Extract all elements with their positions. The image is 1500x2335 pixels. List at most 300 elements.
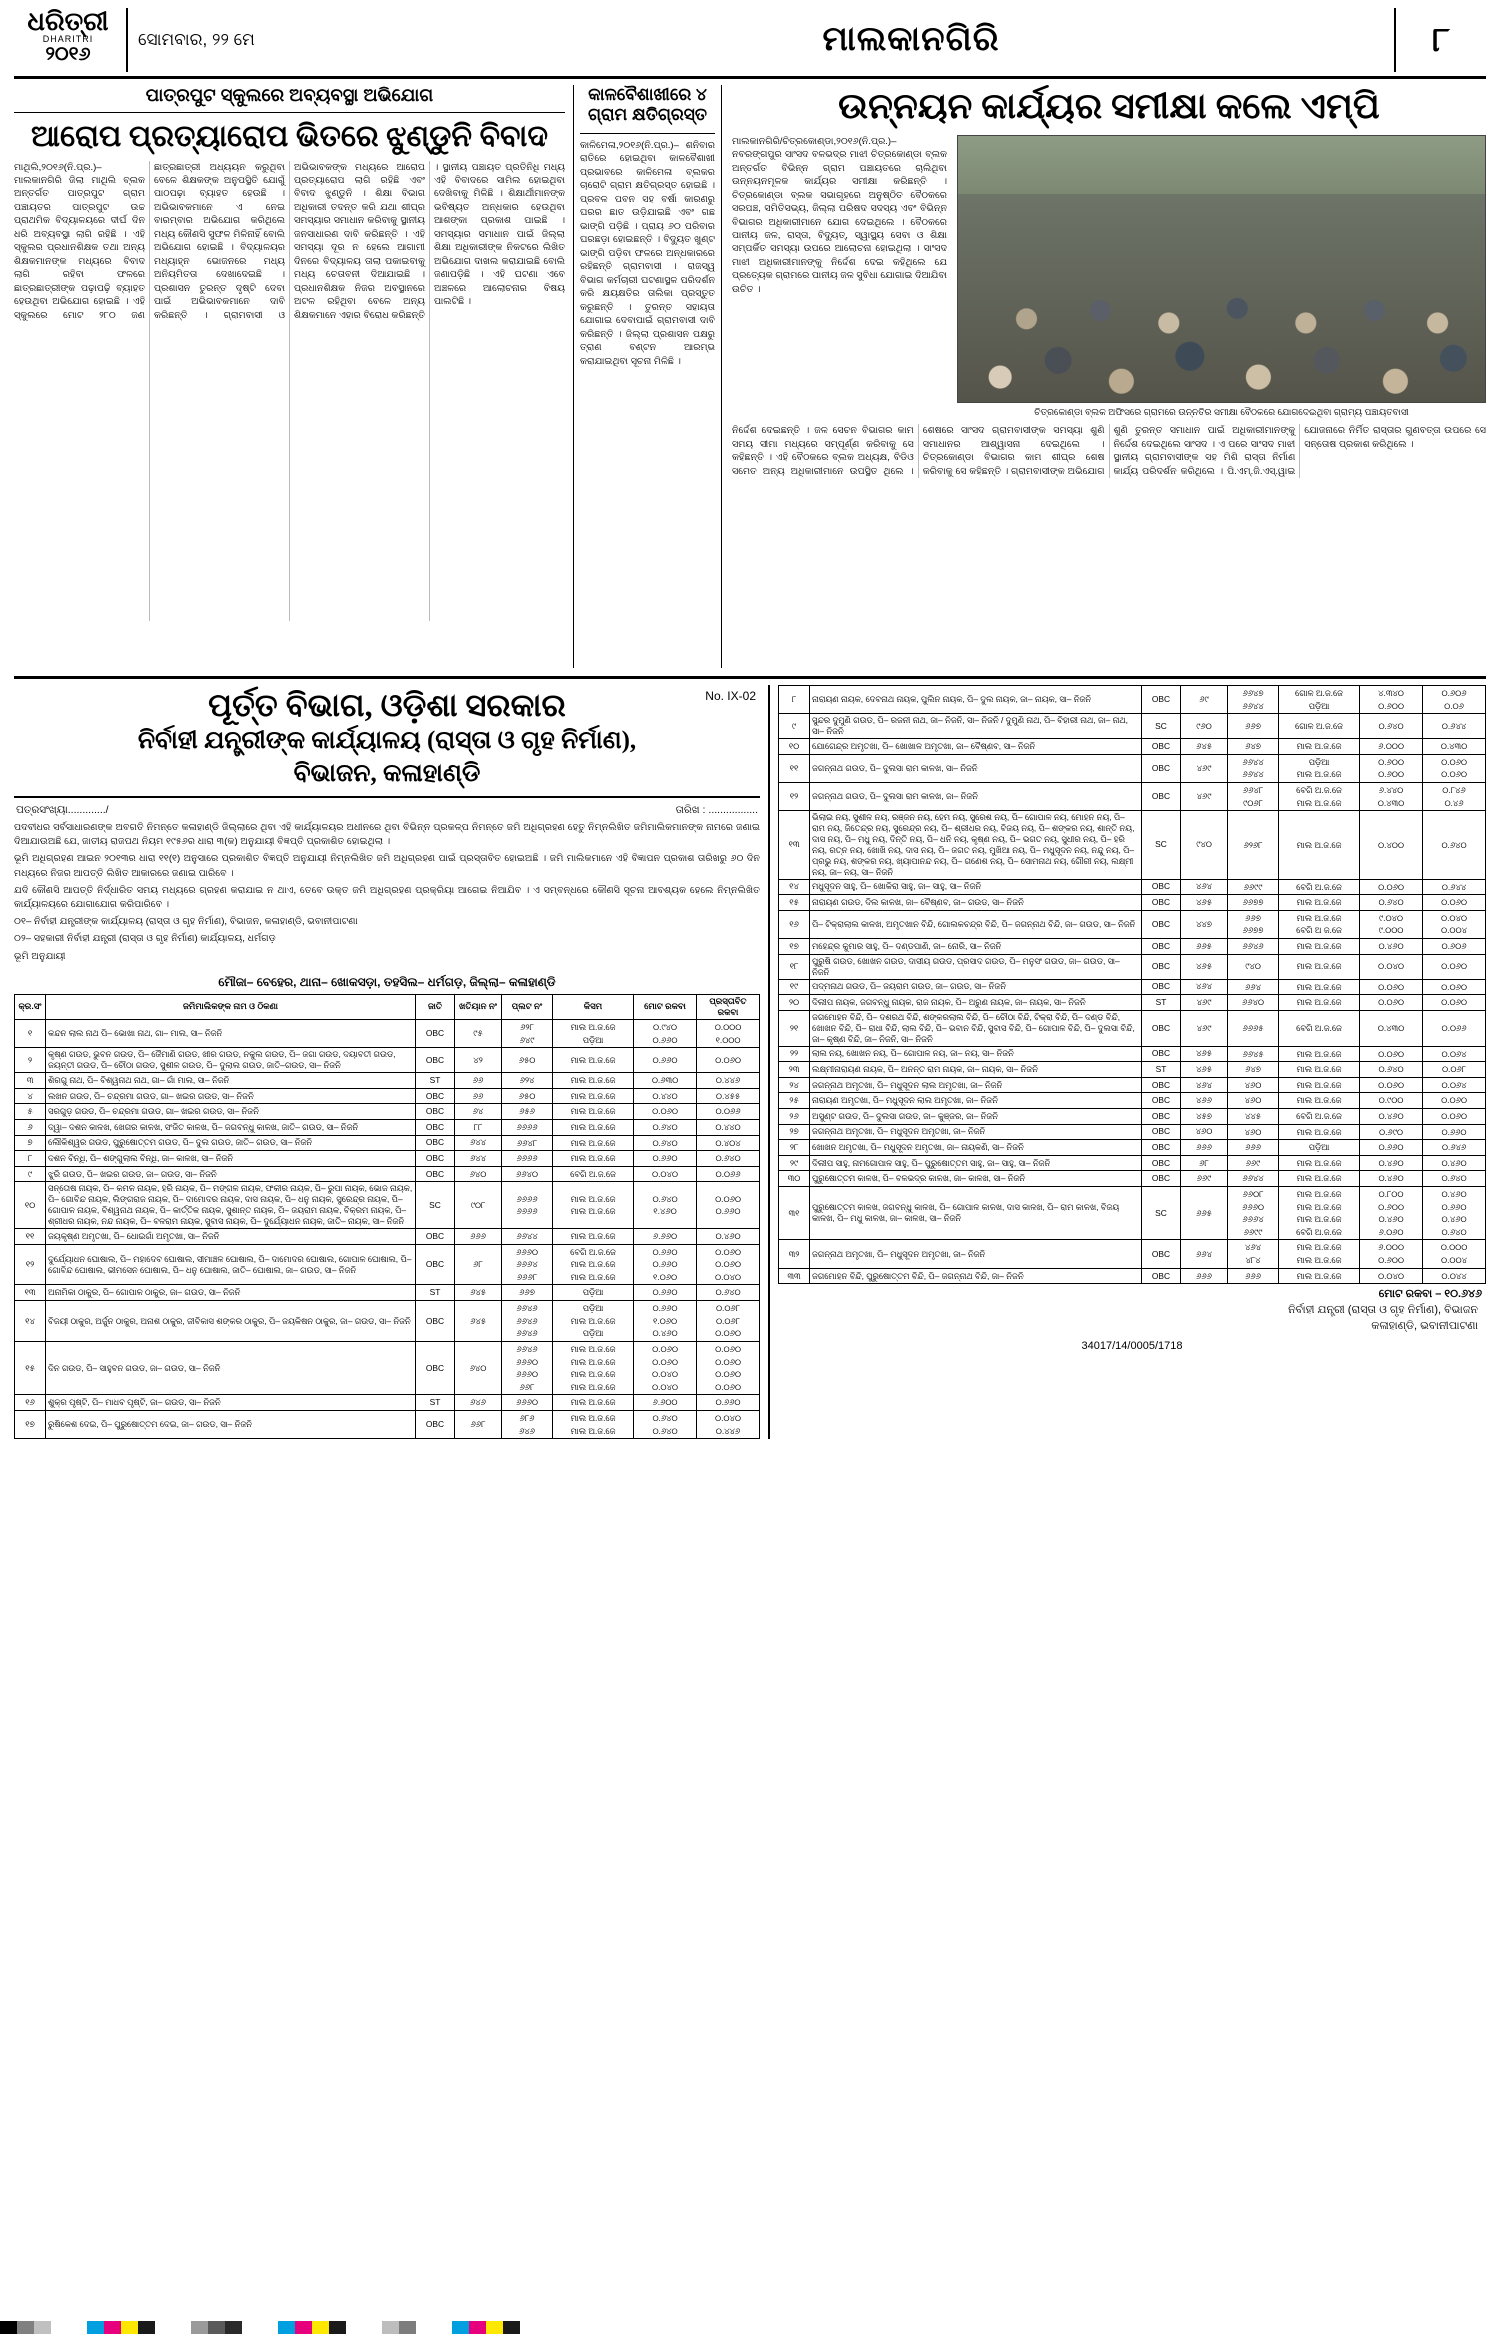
cell-category: OBC [1142,1155,1181,1171]
cell-proposed-area: ୦.୬୦୬ [1423,939,1486,955]
table-row [779,954,1486,979]
table-row [779,895,1486,911]
notice-office-2: ୦୨– ସହକାରୀ ନିର୍ବାହୀ ଯନ୍ତ୍ରୀ (ରାସ୍ତା ଓ ଗୃହ ନିର୍ମାଣ) କାର୍ଯ୍ୟାଳୟ, ଧର୍ମଗଡ଼ [14,933,276,945]
notice-body [14,821,760,964]
table-row [779,1155,1486,1171]
cell-total-area: ୦.୬୪୦ [634,1135,697,1151]
colorbar-swatch [208,2321,225,2334]
cell-owner: ଜୟକୃଷ୍ଣ ଅମୃତଖା, ପି– ଧୋଇଗାଁ ଅମୃତଖା, ସା– ନିଜନି [46,1229,416,1245]
cell-kisam: ମାଲ ଅ.ଜ.ଜେ [1279,1077,1360,1093]
article-body: କାଳିମେଳା,୨୦୧୬(ନି.ପ୍ର.)– ଶନିବାର ରାତିରେ ହୋଇଥିବା କାଳବୈଶାଖୀ ପ୍ରଭାବରେ କାଳିମେଳା ବ୍ଲକର ଚାରୋଟି ଗ୍ରାମ କ୍ଷତିଗ୍ରସ୍ତ ହୋଇଛି । ପ୍ରବଳ ପବନ ସହ ବର୍ଷା କାରଣରୁ ଘରର ଛାତ ଉଡ଼ିଯାଇଛି ଏବଂ ଗଛ ଭାଙ୍ଗି ପଡ଼ିଛି । ପ୍ରାୟ ୬୦ ପରିବାର ଘରଛଡ଼ା ହୋଇଛନ୍ତି । ବିଦ୍ୟୁତ ଖୁଣ୍ଟ ଭାଙ୍ଗି ପଡ଼ିବା ଫଳରେ ଅନ୍ଧକାରରେ ରହିଛନ୍ତି ଗ୍ରାମବାସୀ । ରାଜସ୍ୱ ବିଭାଗ କର୍ମଚାରୀ ଘଟଣାସ୍ଥଳ ପରିଦର୍ଶନ କରି କ୍ଷୟକ୍ଷତିର ତାଲିକା ପ୍ରସ୍ତୁତ କରୁଛନ୍ତି । ତୁରନ୍ତ ସହାୟତା ଯୋଗାଇ ଦେବାପାଇଁ ଗ୍ରାମବାସୀ ଦାବି କରିଛନ୍ତି । ଜିଲ୍ଲା ପ୍ରଶାସନ ପକ୍ଷରୁ ତ୍ରାଣ ବଣ୍ଟନ ଆରମ୍ଭ କରାଯାଇଥିବା ସୂଚନା ମିଳିଛି । [580,139,715,367]
cell-proposed-area: ୦.୦୪୪ [1423,1268,1486,1284]
cell-plot: ୬୬୪୦ [502,1166,553,1182]
cell-proposed-area: ୦.୪୬୦ [1423,1155,1486,1171]
col-khata: ଖତିୟାନ ନଂ [455,994,502,1019]
cell-proposed-area: ୦.୦୬୦ [1423,995,1486,1011]
cell-khata: ୪୪୭ [1181,910,1228,938]
logo-year: ୨୦୧୬ [45,43,91,65]
cell-category: SC [1142,714,1181,739]
table-row [779,1108,1486,1124]
cell-category: ST [1142,1062,1181,1078]
cell-owner: ଶୁକ୍ର ପୃଷ୍ଟି, ପି– ମାଧବ ପୃଷ୍ଟି, ଜା– ଗଉଡ, ସା– ନିଜନି [46,1395,416,1411]
cell-plot: ୬୬୪୪ ୬୬୪୪ [1228,754,1279,782]
cell-khata: ୪୬୯ [1181,754,1228,782]
cell-total-area: ୬.୬୬୦ [634,1229,697,1245]
cell-plot: ୬୬୭ [502,1285,553,1301]
cell-owner: ଲଖନ ଗଉଡ, ପି– ଚନ୍ଦ୍ରମା ଗଉଡ, ଗା– ଖଇର ଗଉଡ, ସା– ନିଜନି [46,1088,416,1104]
cell-kisam: ମାଲ ଅ.ଜ.ଜେ ପଡ଼ିଆ [553,1020,634,1048]
cell-total-area: ୯.୦୪୦ ୯.୦୦୦ [1360,910,1423,938]
cell-proposed-area: ୦.୦୬୦ ୦.୦୬୦ ୦.୦୪୦ [697,1244,760,1285]
colorbar-swatch [452,2321,469,2334]
cell-proposed-area: ୦.୦୬୦ ୦.୦୬୦ [1423,754,1486,782]
notice-para-3: ଯଦି କୌଣସି ଆପତ୍ତି ନିର୍ଦ୍ଧାରିତ ସମୟ ମଧ୍ୟରେ ଗ୍ରହଣ କରାଯାଇ ନ ଥାଏ, ତେବେ ଉକ୍ତ ଜମି ଅଧିଗ୍ରହଣ ପ୍ରକ୍ରିୟା ଆଗେଇ ନିଆଯିବ । ଏ ସମ୍ବନ୍ଧରେ କୌଣସି ସୂଚନା ଆବଶ୍ୟକ ହେଲେ ନିମ୍ନଲିଖିତ କାର୍ଯ୍ୟାଳୟରେ ଯୋଗାଯୋଗ କରିପାରିବେ । [14,884,760,910]
cell-total-area: ୦.୦୪୦ [1360,1268,1423,1284]
cell-category: OBC [1142,939,1181,955]
print-registration-colorbar [0,2319,1500,2335]
colorbar-swatch [225,2321,242,2334]
table-row [779,1240,1486,1268]
cell-kisam: ପଡ଼ିଆ [1279,1140,1360,1156]
cell-khata: ୪୨ [455,1048,502,1073]
cell-total-area: ୬.୦୦୦ [1360,739,1423,755]
table-row [15,1135,760,1151]
cell-serial: ୧୦ [15,1182,46,1229]
cell-proposed-area: ୦.୪୦୪ [697,1135,760,1151]
cell-category: OBC [416,1088,455,1104]
table-row [15,1151,760,1167]
cell-category: ST [416,1073,455,1089]
cell-total-area: ୦.୦୬୦ [1360,879,1423,895]
cell-owner: ଲକ୍ଷ୍ମୀନାରାୟଣ ନାୟକ, ପି– ଅନନ୍ତ ରାମ ନାୟକ, ଜା– ନାୟକ, ସା– ନିଜନି [810,1062,1142,1078]
cell-khata: ୬୬ [455,1073,502,1089]
cell-proposed-area: ୦.୦୬୦ [1423,954,1486,979]
cell-kisam: ଗୋଳ ଅ.ଜ.ଜେ [1279,714,1360,739]
cell-serial: ୧୦ [779,739,810,755]
cell-total-area: ୦.୪୦୦ [1360,811,1423,880]
cell-khata: ୬୪୫ [455,1301,502,1342]
table-body [779,686,1486,1284]
cell-serial: ୨୨ [779,1046,810,1062]
cell-serial: ୨ [15,1048,46,1073]
cell-khata: ୬୬୬ [455,1229,502,1245]
cell-serial: ୨୭ [779,1124,810,1140]
cell-kisam: ମାଲ ଅ.ଜ.ଜେ [1279,895,1360,911]
cell-serial: ୧୮ [779,954,810,979]
cell-total-area: ୦.୬୬୦ ୦.୬୬୦ ୧.୦୬୦ [634,1244,697,1285]
colorbar-swatch [138,2321,155,2334]
cell-total-area: ୦.୦୬୦ ୦.୦୬୦ ୦.୦୪୦ ୦.୦୪୦ [634,1341,697,1394]
cell-category: OBC [416,1166,455,1182]
cell-khata: ୬୬୬ [1181,1268,1228,1284]
cell-proposed-area: ୦.୪୩୦ [1423,739,1486,755]
cell-kisam: ମାଲ ଅ.ଜ.ଜେ [553,1229,634,1245]
cell-proposed-area: ୦.୦୬୦ [697,1048,760,1073]
colorbar-group [278,2321,346,2334]
cell-plot: ୬୬୪୮ ୯୦୬୮ [1228,782,1279,810]
signature-line2: କଳାହାଣ୍ଡି, ଭବାନୀପାଟଣା [1371,1319,1478,1332]
article-body-left: ମାଲକାନଗିରି/ଚିତ୍ରକୋଣ୍ଡା,୨୦୧୬(ନି.ପ୍ର.)– ନବରଙ୍ଗପୁର ସାଂସଦ ବଳଭଦ୍ର ମାଝୀ ଚିତ୍ରକୋଣ୍ଡା ବ୍ଲକ ଅନ୍ତର୍ଗତ ବିଭିନ୍ନ ଗ୍ରାମ ପଞ୍ଚାୟତରେ ଚାଲିଥିବା ଉନ୍ନୟନମୂଳକ କାର୍ଯ୍ୟର ସମୀକ୍ଷା କରିଛନ୍ତି । ଚିତ୍ରକୋଣ୍ଡା ବ୍ଲକ ସଭାଗୃହରେ ଅନୁଷ୍ଠିତ ବୈଠକରେ ସରପଞ୍ଚ, ସମିତିସଭ୍ୟ, ଜିଲ୍ଲା ପରିଷଦ ସଦସ୍ୟ ଏବଂ ବିଭିନ୍ନ ବିଭାଗର ଅଧିକାରୀମାନେ ଯୋଗ ଦେଇଥିଲେ । ବୈଠକରେ ପାନୀୟ ଜଳ, ରାସ୍ତା, ବିଦ୍ୟୁତ୍‌, ସ୍ୱାସ୍ଥ୍ୟ ସେବା ଓ ଶିକ୍ଷା ସମ୍ପର୍କିତ ସମସ୍ୟା ଉପରେ ଆଲୋଚନା ହୋଇଥିଲା । ସାଂସଦ ମାଝୀ ଅଧିକାରୀମାନଙ୍କୁ ନିର୍ଦ୍ଦେଶ ଦେଇ କହିଥିଲେ ଯେ ପ୍ରତ୍ୟେକ ଗ୍ରାମରେ ପାନୀୟ ଜଳ ସୁବିଧା ଯୋଗାଇ ଦିଆଯିବା ଉଚିତ । [732,135,947,295]
notice-para-1: ପଦବୀଧର ସର୍ବସାଧାରଣଙ୍କ ଅବଗତି ନିମନ୍ତେ କଳାହାଣ୍ଡି ଜିଲ୍ଲାରେ ଥିବା ଏହି କାର୍ଯ୍ୟାଳୟର ଅଧୀନରେ ଥିବା ବିଭିନ୍ନ ପ୍ରକଳ୍ପ ନିମନ୍ତେ ଜମି ଅଧିଗ୍ରହଣ ହେତୁ ନିମ୍ନଲିଖିତ ଜମିମାଲିକମାନଙ୍କ ନାମରେ ଜଣାଇ ଦିଆଯାଉଅଛି ଯେ, ଜାତୀୟ ରାଜପଥ ନିୟମ ୧୯୫୬ର ଧାରା ୩(କ) ଅନୁଯାୟୀ ବିଜ୍ଞପ୍ତି ପ୍ରକାଶିତ ହୋଇଥିଲା । [14,822,760,848]
cell-plot: ୬୨୬୮ [1228,811,1279,880]
cell-serial: ୩୧ [779,1187,810,1240]
cell-owner: ଖୋଖନ ଅମୃତଖା, ପି– ମଧୁସୂଦନ ଅମୃତଖା, ଜା– ନାୟକଣି, ସା– ନିଜନି [810,1140,1142,1156]
table-row [779,1062,1486,1078]
colorbar-swatch [0,2321,17,2334]
colorbar-group [0,2321,51,2334]
table-row [15,1104,760,1120]
cell-category: OBC [1142,1268,1181,1284]
cell-proposed-area: ୦.୦୬୮ [1423,1062,1486,1078]
cell-khata: ୪୫୭ [1181,1108,1228,1124]
cell-plot: ୬୬୬୬ [502,1151,553,1167]
cell-plot: ୪୬୦ [1228,1093,1279,1109]
cell-kisam: ମାଲ ଅ.ଜ.ଜେ [1279,939,1360,955]
table-row [15,1341,760,1394]
article-patraput-school [14,85,574,668]
colorbar-swatch [191,2321,208,2334]
cell-serial: ୬ [15,1119,46,1135]
cell-owner: ବିଜୟୀ ଠାକୁର, ଅର୍ଜୁନ ଠାକୁର, ଅନାଶ ଠାକୁର, ଜୀବିକାସ ଶଙ୍କର ଠାକୁର, ପି– ଜୟକିଷନ ଠାକୁର, ଜା– ଗଉଡ, ସା– ନିଜନି [46,1301,416,1342]
cell-khata: ୪୬୯ [1181,995,1228,1011]
cell-serial: ୨୦ [779,995,810,1011]
cell-proposed-area: ୦.୬୦୬ ୦.୦୬ [1423,686,1486,714]
cell-owner: ଶିରଗୁ ନାଥ, ପି– ବିଶ୍ୱନାଥ ନାଥ, ଗା– ଗାଁ ମାଲ, ସା– ନିଜନି [46,1073,416,1089]
cell-owner: ସୁନ୍ଦର ଦୁମୁଣି ଗଉଡ, ପି– ରଜନୀ ନାଥ, ଜା– ନିଜନି, ସା– ନିଜନି / ଦୁମୁଣି ନାଥ, ପି– ବିହାରୀ ନାଥ, ଜା– ନାଥ, ସା– ନିଜନି [810,714,1142,739]
cell-serial: ୩୨ [779,1240,810,1268]
table-row [779,754,1486,782]
cell-kisam: ମାଲ ଅ.ଜ.ଜେ [1279,979,1360,995]
cell-serial: ୧୪ [779,879,810,895]
col-kisam: କିସମ [553,994,634,1019]
table-row [779,1093,1486,1109]
article-kalabaisakhi [574,85,722,668]
colorbar-swatch [87,2321,104,2334]
cell-plot: ୬୬୪୬ ୬୬୪୬ ୬୬୪୬ [502,1301,553,1342]
cell-owner: ଦିଲୀପ ସାହୁ, ନାମଗୋପାଳ ସାହୁ, ପି– ପୁରୁଷୋତ୍ତମ ସାହୁ, ଜା– ସାହୁ, ସା– ନିଜନି [810,1155,1142,1171]
cell-proposed-area: ୦.୦୦୦ ୦.୦୦୪ [1423,1240,1486,1268]
cell-serial: ୧୩ [779,811,810,880]
cell-plot: ୬୬୭୭ [1228,895,1279,911]
cell-khata: ୬୮ [455,1244,502,1285]
land-table-left [14,994,760,1440]
cell-serial: ୭ [15,1135,46,1151]
table-row [779,1140,1486,1156]
colorbar-swatch [121,2321,138,2334]
memo-label: ପତ୍ରସଂଖ୍ୟା............./ [16,804,109,816]
cell-category: OBC [1142,1171,1181,1187]
cell-khata: ୬୪୪ [455,1151,502,1167]
cell-category: OBC [416,1410,455,1438]
cell-total-area: ୦.୬୬୦ [634,1285,697,1301]
table-row [779,1268,1486,1284]
article-kicker: ପାତ୍ରପୁଟ ସ୍କୁଲରେ ଅବ୍ୟବସ୍ଥା ଅଭିଯୋଗ [145,85,434,105]
cell-khata: ୪୬୪ [1181,979,1228,995]
cell-owner: ଦିନ ଗଉଡ, ପି– ସାହୁବନ ଗଉଡ, ଜା– ଗଉଡ, ସା– ନିଜନି [46,1341,416,1394]
cell-owner: ରୁଷିକେଶ ଦେଇ, ପି– ପୁରୁଷୋତ୍ତମ ଦେଇ, ଜା– ଗଉଡ, ସା– ନିଜନି [46,1410,416,1438]
table-row [15,1229,760,1245]
cell-plot: ୬୬୬୬ [502,1119,553,1135]
cell-kisam: ମାଲ ଅ.ଜ.ଜେ ମାଲ ଅ.ଜ.ଜେ [1279,1240,1360,1268]
cell-total-area: ୦.୬୪୦ ୦.୬୪୦ [634,1410,697,1438]
colorbar-swatch [503,2321,520,2334]
colorbar-swatch [329,2321,346,2334]
cell-plot: ୬୬୪୫ [1228,1046,1279,1062]
cell-proposed-area: ୦.୬୬୦ [1423,1124,1486,1140]
cell-category: OBC [416,1119,455,1135]
cell-category: OBC [1142,1240,1181,1268]
cell-plot: ୬୬୬ [1228,1140,1279,1156]
cell-kisam: ମାଲ ଅ.ଜ.ଜେ [553,1073,634,1089]
colorbar-swatch [17,2321,34,2334]
cell-serial: ୨୩ [779,1062,810,1078]
cell-total-area: ୦.୪୬୦ [1360,1171,1423,1187]
cell-owner: ସନ୍ତୋଷ ନାୟକ, ପି– କମଳ ନାୟକ, ହରି ନାୟକ, ପି– ମଙ୍ଗଳ ନାୟକ, ଫକୀର ନାୟକ, ପି– ରୁପା ନାୟକ, ଭୋଜ ନାୟକ, ପି– ଗୋବିନ୍ଦ ନାୟକ, ଲିଙ୍ଗରାଜ ନାୟକ, ପି– ଦାମୋଦର ନାୟକ, ଦାସ ନାୟକ, ପି– ଧନୁ ନାୟକ, ସୁରେନ୍ଦ୍ର ନାୟକ, ପି– ଗୋପାଳ ନାୟକ, ବିଶ୍ୱନାଥ ନାୟକ, ପି– କାର୍ତ୍ତିକ ନାୟକ, ସୁଶାନ୍ତ ନାୟକ, ପି– ଜୟରାମ ନାୟକ, ବିକ୍ରମ ନାୟକ, ପି– ଶ୍ରୀଧର ନାୟକ, ନନ୍ଦ ନାୟକ, ପି– ବଳରାମ ନାୟକ, ସୁବାସ ନାୟକ, ପି– ଦୁର୍ଯ୍ୟୋଧନ ନାୟକ, ଜାତି– ନାୟକ, ସା– ନିଜନି [46,1182,416,1229]
cell-owner: ଜଗମୋହନ ବିନ୍ଦି, ପି– ଦଶରଥ ବିନ୍ଦି, ଶଙ୍କରଲାଲ ବିନ୍ଦି, ପି– ଚୌଠା ବିନ୍ଦି, ଟିକ୍ରା ବିନ୍ଦି, ପି– ଦଣ୍ଡ ବିନ୍ଦି, ଖୋଖନ ବିନ୍ଦି, ପି– ରାଧା ବିନ୍ଦି, ଲାଲ ବିନ୍ଦି, ପି– ଭବାନ ବିନ୍ଦି, ସୁବାସ ବିନ୍ଦି, ପି– ଗୋପାଳ ବିନ୍ଦି, ପି– ଦୁଲସା ବିନ୍ଦି, ଜା– କୃଷ୍ଣ ବିନ୍ଦି, ଜା– ନିଜନି, ସା– ନିଜନି [810,1010,1142,1046]
cell-plot: ୬୬୪୪ [1228,1171,1279,1187]
cell-khata: ୪୬୦ [1181,1124,1228,1140]
cell-total-area: ୦.୬୪୦ [634,1119,697,1135]
article-body-continued [732,424,1486,478]
notice-number: No. IX-02 [705,689,756,703]
cell-serial: ୨୫ [779,1093,810,1109]
cell-khata: ୬୬୫ [1181,939,1228,955]
cell-khata: ୬୪୪ [455,1135,502,1151]
page-number: ୮ [1394,8,1486,72]
cell-category: OBC [1142,910,1181,938]
table-row [779,1046,1486,1062]
cell-plot: ୬୪୭ [1228,739,1279,755]
cell-category: SC [1142,1187,1181,1240]
cell-khata: ୬୪୦ [455,1166,502,1182]
article-headline: ଉନ୍ନୟନ କାର୍ଯ୍ୟର ସମୀକ୍ଷା କଲେ ଏମ୍‌ପି [838,86,1380,126]
cell-kisam: ମାଲ ଅ.ଜ.ଜେ [1279,739,1360,755]
cell-proposed-area: ୦.୬୪୪ [1423,879,1486,895]
cell-kisam: ମାଲ ଅ.ଜ.ଜେ [1279,995,1360,1011]
cell-category: OBC [1142,879,1181,895]
table-row [15,1285,760,1301]
cell-khata: ୯୬୦ [1181,714,1228,739]
colorbar-swatch [469,2321,486,2334]
article-headline: ଆରୋପ ପ୍ରତ୍ୟାରୋପ ଭିତରେ ଝୁଣ୍ଡୁନି ବିବାଦ [31,120,548,153]
cell-category: OBC [1142,895,1181,911]
colorbar-swatch [312,2321,329,2334]
article-body: ମାଥିଲି,୨୦୧୬(ନି.ପ୍ର.)– ମାଲକାନଗିରି ଜିଲା ମାଥିଲି ବ୍ଲକ ଅନ୍ତର୍ଗତ ପାତ୍ରପୁଟ ଗ୍ରାମ ପଞ୍ଚାୟତର ପାତ୍ରପୁଟ ଉଚ୍ଚ ପ୍ରାଥମିକ ବିଦ୍ୟାଳୟରେ ଦୀର୍ଘ ଦିନ ଧରି ଅବ୍ୟବସ୍ଥା ଲାଗି ରହିଛି । ଏହି ସ୍କୁଲର ପ୍ରଧାନଶିକ୍ଷକ ତଥା ଅନ୍ୟ ଶିକ୍ଷକମାନଙ୍କ ମଧ୍ୟରେ ବିବାଦ ଲାଗି ରହିବା ଫଳରେ ଛାତ୍ରଛାତ୍ରୀଙ୍କ ପଢ଼ାପଢ଼ି ବ୍ୟାହତ ହେଉଥିବା ଅଭିଯୋଗ ହୋଇଛି । ଏହି ସ୍କୁଲରେ ମୋଟ ୨୮୦ ଜଣ ଛାତ୍ରଛାତ୍ରୀ ଅଧ୍ୟୟନ କରୁଥିବା ବେଳେ ଶିକ୍ଷକଙ୍କ ଅନୁପସ୍ଥିତି ଯୋଗୁଁ ପାଠପଢ଼ା ବ୍ୟାହତ ହେଉଛି । ଅଭିଭାବକମାନେ ଏ ନେଇ ବାରମ୍ବାର ଅଭିଯୋଗ କରିଥିଲେ ମଧ୍ୟ କୌଣସି ସୁଫଳ ମିଳିନାହିଁ ବୋଲି ଅଭିଯୋଗ ହୋଇଛି । ବିଦ୍ୟାଳୟର ମଧ୍ୟାହ୍ନ ଭୋଜନରେ ମଧ୍ୟ ଅନିୟମିତତା ଦେଖାଦେଇଛି । ପ୍ରଶାସନ ତୁରନ୍ତ ଦୃଷ୍ଟି ଦେବା ପାଇଁ ଅଭିଭାବକମାନେ ଦାବି କରିଛନ୍ତି । ଗ୍ରାମବାସୀ ଓ ଅଭିଭାବକଙ୍କ ମଧ୍ୟରେ ଆରୋପ ପ୍ରତ୍ୟାରୋପ ଲାଗି ରହିଛି ଏବଂ ବିବାଦ ଝୁଣ୍ଡୁନି । ଶିକ୍ଷା ବିଭାଗ ଅଧିକାରୀ ତଦନ୍ତ କରି ଯଥା ଶୀଘ୍ର ସମସ୍ୟାର ସମାଧାନ କରିବାକୁ ସ୍ଥାନୀୟ ଜନସାଧାରଣ ଦାବି କରିଛନ୍ତି । ଏହି ସମସ୍ୟା ଦୂର ନ ହେଲେ ଆଗାମୀ ଦିନରେ ବିଦ୍ୟାଳୟ ତାଲା ପକାଇବାକୁ ମଧ୍ୟ ଚେତାବନୀ ଦିଆଯାଇଛି । ପ୍ରଧାନଶିକ୍ଷକ ନିଜର ଅବସ୍ଥାନରେ ଅଟଳ ରହିଥିବା ବେଳେ ଅନ୍ୟ ଶିକ୍ଷକମାନେ ଏହାର ବିରୋଧ କରିଛନ୍ତି । ସ୍ଥାନୀୟ ପଞ୍ଚାୟତ ପ୍ରତିନିଧି ମଧ୍ୟ ଏହି ବିବାଦରେ ସାମିଲ ହୋଇଥିବା ଦେଖିବାକୁ ମିଳିଛି । ଶିକ୍ଷାର୍ଥୀମାନଙ୍କ ଭବିଷ୍ୟତ ଅନ୍ଧକାର ହେଉଥିବା ଆଶଙ୍କା ପ୍ରକାଶ ପାଇଛି । ସମସ୍ୟାର ସମାଧାନ ପାଇଁ ଜିଲ୍ଲା ଶିକ୍ଷା ଅଧିକାରୀଙ୍କ ନିକଟରେ ଲିଖିତ ଅଭିଯୋଗ ଦାଖଲ କରାଯାଇଛି ବୋଲି ଜଣାପଡ଼ିଛି । ଏହି ଘଟଣା ଏବେ ଅଞ୍ଚଳରେ ଆଲୋଚନାର ବିଷୟ ପାଲଟିଛି । [14,161,565,321]
cell-kisam: ବେଗି ଅ.ଜ.ଜେ ମାଲ ଅ.ଜ.ଜେ ମାଲ ଅ.ଜ.ଜେ [553,1244,634,1285]
cell-owner: ପଦ୍ମନାଥ ଗଉଡ, ପି– ଜୟରାମ ଗଉଡ, ଜା– ଗଉଡ, ସା– ନିଜନି [810,979,1142,995]
colorbar-swatch [382,2321,399,2334]
cell-plot: ୬୬୬୦ ୬୬୬୪ ୬୬୬୮ [502,1244,553,1285]
cell-plot: ୬୬୪୬ ୬୬୬୦ ୬୬୬୦ ୬୬୮ [502,1341,553,1394]
cell-serial: ୧୫ [779,895,810,911]
land-table-right [778,685,1486,1284]
table-row [15,1301,760,1342]
cell-plot: ୪୪୫ [1228,1108,1279,1124]
cell-owner: ନାରାୟଣ ଗଉଡ, ଦିଲ କାଳଖ, ଜା– ବୈଷ୍ଣବ, ଜା– ଗଉଡ, ସା– ନିଜନି [810,895,1142,911]
table-row [779,686,1486,714]
cell-total-area: ୬.୪୪୦ ୦.୪୩୦ [1360,782,1423,810]
cell-serial: ୪ [15,1088,46,1104]
cell-kisam: ବେଗି ଅ.ଜ.ଜେ [553,1166,634,1182]
cell-category: OBC [416,1020,455,1048]
table-row [779,739,1486,755]
cell-serial: ୯ [779,714,810,739]
cell-total-area: ୬.୦୦୦ ୦.୬୦୦ [1360,1240,1423,1268]
cell-plot: ୬୬୪୦ [1228,995,1279,1011]
table-row [15,1119,760,1135]
cell-owner: ମଧୁସୂଦନ ସାହୁ, ପି– ଖୋକିରା ସାହୁ, ଜା– ସାହୁ, ସା– ନିଜନି [810,879,1142,895]
cell-owner: ଦ୍ୱା– ଦଶନ କାଳଖ, ଖେଗର କାଳଖ, ସଂଜିତ କାଳଖ, ପି– ଜଗବନ୍ଧୁ କାଳଖ, ଜାତି– ଗଉଡ, ସା– ନିଜନି [46,1119,416,1135]
article-body-part2: ଚିତ୍ରକୋଣ୍ଡା ବିଭାଗର କାମ ଶୀଘ୍ର ଶେଷ କରିବାକୁ ସେ କହିଛନ୍ତି । ଗ୍ରାମବାସୀଙ୍କ ଅଭିଯୋଗ ଶୁଣି ତୁରନ୍ତ ସମାଧାନ ପାଇଁ ଅଧିକାରୀମାନଙ୍କୁ ନିର୍ଦ୍ଦେଶ ଦେଇଥିଲେ ସାଂସଦ । [922,425,1296,477]
cell-total-area: ୦.୪୬୦ [1360,1108,1423,1124]
cell-owner: ଅନାମିକା ଠାକୁର, ପି– ଗୋପାଳ ଠାକୁର, ଜା– ଗଉଡ, ସା– ନିଜନି [46,1285,416,1301]
cell-khata: ୬୬୬ [1181,1140,1228,1156]
cell-serial: ୧ [15,1020,46,1048]
col-plot: ପ୍ଲଟ ନଂ [502,994,553,1019]
cell-proposed-area: ୦.୦୪୦ ୦.୦୦୪ [1423,910,1486,938]
cell-category: SC [1142,811,1181,880]
cell-plot: ୬୨୪ [502,1073,553,1089]
cell-khata: ୪୬୫ [1181,1062,1228,1078]
table-row [15,1073,760,1089]
cell-owner: ଜଗନ୍ନାଥ ଅମୃତଖା, ପି– ମଧୁସୂଦନ ଅମୃତଖା, ଜା– ନିଜନି [810,1124,1142,1140]
cell-kisam: ବେଗି ଅ.ଜ.ଜେ [1279,879,1360,895]
cell-plot: ୬୨୮ ୬୪୯ [502,1020,553,1048]
cell-proposed-area: ୦.୦୬୬ [697,1104,760,1120]
notice-office-1: ୦୧– ନିର୍ବାହୀ ଯନ୍ତ୍ରୀଙ୍କ କାର୍ଯ୍ୟାଳୟ (ରାସ୍ତା ଓ ଗୃହ ନିର୍ମାଣ), ବିଭାଜନ, କଳାହାଣ୍ଡି, ଭବାନୀପାଟଣା [14,916,358,928]
table-caption: ମୌଜା– ବେହେର, ଥାନା– ଖୋକସଡ଼ା, ତହସିଲ– ଧର୍ମଗଡ଼, ଜିଲ୍ଲା– କଳାହାଣ୍ଡି [218,974,556,989]
cell-khata: ୬୬୪ [1181,1240,1228,1268]
cell-serial: ୩ [15,1073,46,1089]
cell-owner: ଲୌକିଶ୍ୱର ଗଉଡ, ପୁରୁଷୋତ୍ତମ ଗଉଡ, ପି– ଦୁଲ ଗଉଡ, ଜାତି– ଗଉଡ, ସା– ନିଜନି [46,1135,416,1151]
cell-plot: ୬୬୭ [1228,714,1279,739]
cell-serial: ୨୧ [779,1010,810,1046]
cell-owner: ଦୁର୍ଯ୍ୟୋଧନ ଘୋଷାଲ, ପି– ମହାଦେବ ଘୋଷାଲ, ସୀମାଞ୍ଚଳ ଘୋଷାଲ, ପି– ଦାମୋଦର ଘୋଷାଲ, ଗୋପାଳ ଘୋଷାଲ, ପି– ଗୋବିନ୍ଦ ଘୋଷାଲ, ଭୀମସେନ ଘୋଷାଲ, ପି– ଧନୁ ଘୋଷାଲ, ଜାତି– ଘୋଷାଲ, ଜା– ଗଉଡ, ସା– ନିଜନି [46,1244,416,1285]
table-row [779,714,1486,739]
total-area: ମୋଟ ରକବା – ୧୦.୬୪୬ [1378,1288,1482,1301]
cell-serial: ୫ [15,1104,46,1120]
colorbar-group [382,2321,416,2334]
cell-kisam: ମାଲ ଅ.ଜ.ଜେ [1279,811,1360,880]
cell-total-area: ୦.୦୪୦ [1360,954,1423,979]
cell-category: SC [416,1182,455,1229]
cell-owner: ଝୁରି ଗଉଡ, ପି– ଖଇର ଗଉଡ, ଜା– ଗଉଡ, ସା– ନିଜନି [46,1166,416,1182]
colorbar-group [452,2321,520,2334]
cell-plot: ୬୬୬ [1228,1268,1279,1284]
colorbar-swatch [278,2321,295,2334]
cell-serial: ୧୨ [15,1244,46,1285]
table-row [779,910,1486,938]
colorbar-swatch [295,2321,312,2334]
table-row [15,1166,760,1182]
cell-serial: ୨୬ [779,1108,810,1124]
cell-proposed-area: ୦.୦୬୬ [1423,1010,1486,1046]
cell-category: OBC [416,1244,455,1285]
cell-kisam: ମାଲ ଅ.ଜ.ଜେ ମାଲ ଅ.ଜ.ଜେ [553,1410,634,1438]
cell-proposed-area: ୦.୪୪୦ [697,1119,760,1135]
cell-total-area: ୦.୬୬୦ [1360,1140,1423,1156]
cell-total-area: ୦.୯୪୦ ୦.୬୬୦ [634,1020,697,1048]
cell-owner: ନାରାୟଣ ନାୟକ, ଦେବନାଥ ନାୟକ, ପୁଲିନ ନାୟକ, ପି– ଦୁଲ ନାୟକ, ଜା– ନାୟକ, ସା– ନିଜନି [810,686,1142,714]
cell-category: OBC [1142,979,1181,995]
cell-total-area: ୦.୬୪୦ [1360,714,1423,739]
cell-khata: ୪୬୬ [1181,1093,1228,1109]
cell-total-area: ୦.୦୬୦ [1360,1046,1423,1062]
cell-kisam: ବେଗି ଅ.ଜ.ଜେ [1279,1108,1360,1124]
notice-right-column [770,685,1486,1439]
cell-category: OBC [1142,1108,1181,1124]
publication-date: ସୋମବାର, ୨୨ ମେ [126,8,428,72]
table-row [779,1010,1486,1046]
cell-owner: ପୁରୁଷୋତ୍ତମ କାଳଖ, ଜଗବନ୍ଧୁ କାଳଖ, ପି– ଗୋପାଳ କାଳଖ, ଦାସ କାଳଖ, ପି– ରାମ କାଳଖ, ବିଜୟ କାଳଖ, ପି– ମଧୁ କାଳଖ, ଜା– କାଳଖ, ସା– ନିଜନି [810,1187,1142,1240]
cell-proposed-area: ୦.୦୬୬ [697,1166,760,1182]
cell-kisam: ମାଲ ଅ.ଜ.ଜେ [553,1151,634,1167]
cell-plot: ୬୬୬୬ ୬୬୬୬ [502,1182,553,1229]
cell-proposed-area: ୦.୦୬୦ [1423,979,1486,995]
cell-kisam: ମାଲ ଅ.ଜ.ଜେ [553,1119,634,1135]
cell-owner: ମହେନ୍ଦ୍ର କୁମାର ସାହୁ, ପି– ଦଣ୍ଡପାଣି, ଜା– ନୋରି, ସା– ନିଜନି [810,939,1142,955]
cell-khata: ୯୫ [455,1020,502,1048]
news-section [14,79,1486,679]
cell-plot: ୬୫୦ [502,1088,553,1104]
cell-plot: ୬୫୦ [502,1048,553,1073]
cell-serial: ୧୩ [15,1285,46,1301]
document-code: 34017/14/0005/1718 [1081,1340,1183,1353]
photo-caption: ଚିତ୍ରକୋଣ୍ଡା ବ୍ଲକ ଅଫିସରେ ଗ୍ରାମରେ ଉନ୍ନତିର ସମୀକ୍ଷା ବୈଠକରେ ଯୋଗଦେଇଥିବା ଗ୍ରାମ୍ୟ ପଞ୍ଚାୟତବାସୀ [1034,406,1409,417]
cell-category: OBC [1142,1046,1181,1062]
cell-kisam: ମାଲ ଅ.ଜ.ଜେ [1279,1124,1360,1140]
cell-total-area: ୦.୬୪୦ [1360,1062,1423,1078]
notice-para-2: ଭୂମି ଅଧିଗ୍ରହଣ ଆଇନ ୨୦୧୩ର ଧାରା ୧୧(୧) ଅନୁସାରେ ପ୍ରକାଶିତ ବିଜ୍ଞପ୍ତି ଅନୁଯାୟୀ ନିମ୍ନଲିଖିତ ଜମି ଅଧିଗ୍ରହଣ ପାଇଁ ପ୍ରସ୍ତାବିତ ହୋଇଅଛି । ଜମି ମାଲିକମାନେ ଏହି ବିଜ୍ଞାପନ ପ୍ରକାଶ ତାରିଖରୁ ୬୦ ଦିନ ମଧ୍ୟରେ ନିଜର ଆପତ୍ତି ଲିଖିତ ଆକାରରେ ଜଣାଇ ପାରିବେ । [14,853,760,879]
cell-kisam: ମାଲ ଅ.ଜ.ଜେ [1279,1268,1360,1284]
colorbar-group [191,2321,242,2334]
cell-plot: ୬୬୬୦ [502,1395,553,1411]
colorbar-swatch [486,2321,503,2334]
cell-owner: ଅସୁଣ୍ଟ ଗଉଡ, ପି– ଦୁଲସା ଗଉଡ, ଜା– କୁଞ୍ଜର, ଜା– ନିଜନି [810,1108,1142,1124]
cell-kisam: ମାଲ ଅ.ଜ.ଜେ [553,1048,634,1073]
cell-serial: ୮ [779,686,810,714]
cell-total-area: ୦.୬୪୦ ୧.୪୬୦ [634,1182,697,1229]
cell-owner: ଭିଲାଇ ନୟ, ସୁଶୀଳ ନୟ, ରଞ୍ଜନ ନୟ, ହେମ ନୟ, ସୁରେଶ ନୟ, ପି– ଗୋପାଳ ନୟ, ମୋହନ ନୟ, ପି– ରାମ ନୟ, ଜିତେନ୍ଦ୍ର ନୟ, ସୁରେନ୍ଦ୍ର ନୟ, ପି– ଶ୍ରୀଧର ନୟ, ବିଜୟ ନୟ, ପି– ଶଙ୍କର ନୟ, ଶାନ୍ତି ନୟ, ଦାସ ନୟ, ପି– ମଧୁ ନୟ, ଦିନ୍ତି ନୟ, ପି– ଧନି ନୟ, କୃଷ୍ଣ ନୟ, ପି– ଭଗତ ନୟ, ସୁଧୀର ନୟ, ପି– ହରି ନୟ, ରତ୍ନ ନୟ, ଖୋଖି ନୟ, ଦାସ ନୟ, ପି– ଜଗତ ନୟ, ମୁଖିଆ ନୟ, ପି– ମଧୁସୂଦନ ନୟ, ନନ୍ଦୁ ନୟ, ପି– ପ୍ରଭୁ ନୟ, ଶଙ୍କର ନୟ, ଖ୍ୟାପାନନ୍ଦ ନୟ, ପି– ଗଣେଶ ନୟ, ପି– ସୋମନାଥ ନୟ, ଗୌରୀ ନୟ, ଲକ୍ଷ୍ମୀ ନୟ, ଜା– ନୟ, ସା– ନିଜନି [810,811,1142,880]
cell-serial: ୧୪ [15,1301,46,1342]
cell-owner: ଦିଲୀପ ନାୟକ, ଜଗବନ୍ଧୁ ନାୟକ, ରାଜ ନାୟକ, ପି– ଅରୁଣ ନାୟକ, ଜା– ନାୟକ, ସା– ନିଜନି [810,995,1142,1011]
cell-plot: ୪୬୦ [1228,1124,1279,1140]
cell-owner: ପୁରୁଷି ଗଉଡ, ଖୋଖନ ଗଉଡ, ଦାସୀୟ ଗଉଡ, ପ୍ରସାଦ ଗଉଡ, ପି– ମନୁସଂ ଗଉଡ, ଜା– ଗଉଡ, ସା– ନିଜନି [810,954,1142,979]
colorbar-swatch [34,2321,51,2334]
cell-category: OBC [416,1229,455,1245]
cell-category: OBC [416,1048,455,1073]
table-row [779,995,1486,1011]
cell-plot: ୬୪୭ [1228,1062,1279,1078]
table-row [779,782,1486,810]
cell-total-area: ୬.୬୦୦ [634,1395,697,1411]
cell-category: ST [416,1395,455,1411]
cell-kisam: ମାଲ ଅ.ଜ.ଜେ [1279,1171,1360,1187]
article-mp-review [722,85,1486,668]
masthead [14,8,1486,79]
cell-kisam: ମାଲ ଅ.ଜ.ଜେ [1279,1062,1360,1078]
cell-plot: ୯୪୦ [1228,954,1279,979]
cell-owner: ଜଗନ୍ନାଥ ଗଉଡ, ପି– ଦୁଲସା ରାମ କାଳଖ, ସା– ନିଜନି [810,754,1142,782]
cell-serial: ୧୬ [15,1395,46,1411]
cell-serial: ୧୧ [779,754,810,782]
cell-proposed-area: ୦.୪୪୬ [697,1073,760,1089]
cell-total-area: ୦.୦୬୦ [634,1104,697,1120]
date-label: ତାରିଖ : ................. [675,804,758,816]
cell-khata: ୪୬୪ [1181,879,1228,895]
table-row [15,1088,760,1104]
cell-proposed-area: ୦.୦୦୦ ୧.୦୦୦ [697,1020,760,1048]
